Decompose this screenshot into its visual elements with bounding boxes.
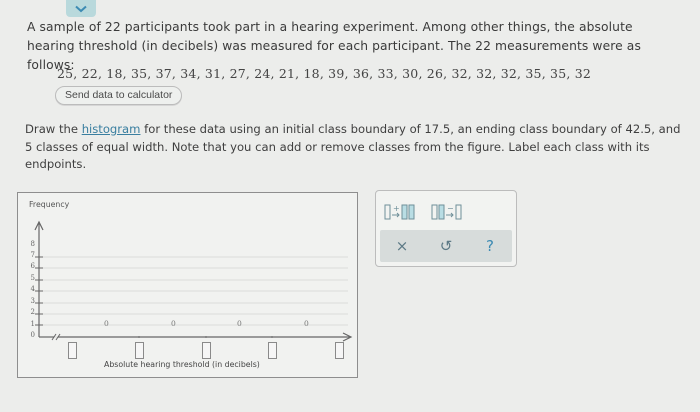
y-axis-label: Frequency [29, 200, 70, 209]
y-tick-6: 6 [30, 262, 35, 270]
bar-value-2[interactable]: 0 [171, 319, 176, 328]
y-tick-3: 3 [30, 297, 35, 305]
clear-button[interactable]: × [395, 237, 409, 255]
bar-value-4[interactable]: 0 [304, 319, 309, 328]
y-tick-0: 0 [30, 331, 35, 339]
svg-text:−: − [447, 204, 454, 213]
y-tick-7: 7 [30, 251, 35, 259]
class-endpoint-input-4[interactable] [268, 342, 277, 359]
histogram-link[interactable]: histogram [81, 122, 141, 136]
remove-class-icon[interactable] [431, 203, 467, 221]
bar-value-3[interactable]: 0 [237, 319, 242, 328]
x-axis-label: Absolute hearing threshold (in decibels) [104, 360, 260, 369]
chevron-down-icon [75, 5, 87, 13]
class-endpoint-input-3[interactable] [202, 342, 211, 359]
action-bar [380, 230, 512, 262]
bar-value-1[interactable]: 0 [104, 319, 109, 328]
undo-button[interactable]: ↺ [439, 237, 453, 255]
instructions [25, 121, 689, 174]
y-tick-2: 2 [30, 308, 35, 316]
problem-intro: A sample of 22 participants took part in a hearing experiment. Among other things, the absolute hearing threshold (in decibels) was measured for each participant. The 22 measurements were as follows: [27, 20, 641, 72]
svg-text:+: + [393, 204, 400, 213]
collapse-toggle[interactable] [66, 0, 96, 17]
histogram-graph[interactable] [17, 192, 358, 378]
y-tick-1: 1 [30, 320, 35, 328]
class-endpoint-input-5[interactable] [335, 342, 344, 359]
instructions-prefix: Draw the [25, 122, 82, 136]
instructions-suffix: for these data using an initial class boundary of 17.5, an ending class boundary of 42.5, and 5 classes of equal width. Note that you can add or remove classes from the figure. Label each class with its endpoints. [25, 122, 681, 171]
add-class-icon[interactable] [384, 203, 420, 221]
send-data-to-calculator-button[interactable]: Send data to calculator [55, 86, 182, 105]
y-tick-5: 5 [30, 274, 35, 282]
y-tick-4: 4 [30, 285, 35, 293]
y-tick-8: 8 [30, 240, 35, 248]
graph-tool-panel [375, 190, 517, 267]
class-endpoint-input-1[interactable] [68, 342, 77, 359]
class-endpoint-input-2[interactable] [135, 342, 144, 359]
data-values: 25, 22, 18, 35, 37, 34, 31, 27, 24, 21, 18, 39, 36, 33, 30, 26, 32, 32, 32, 35, 35, 32 [57, 66, 592, 81]
help-button[interactable]: ? [486, 237, 494, 255]
